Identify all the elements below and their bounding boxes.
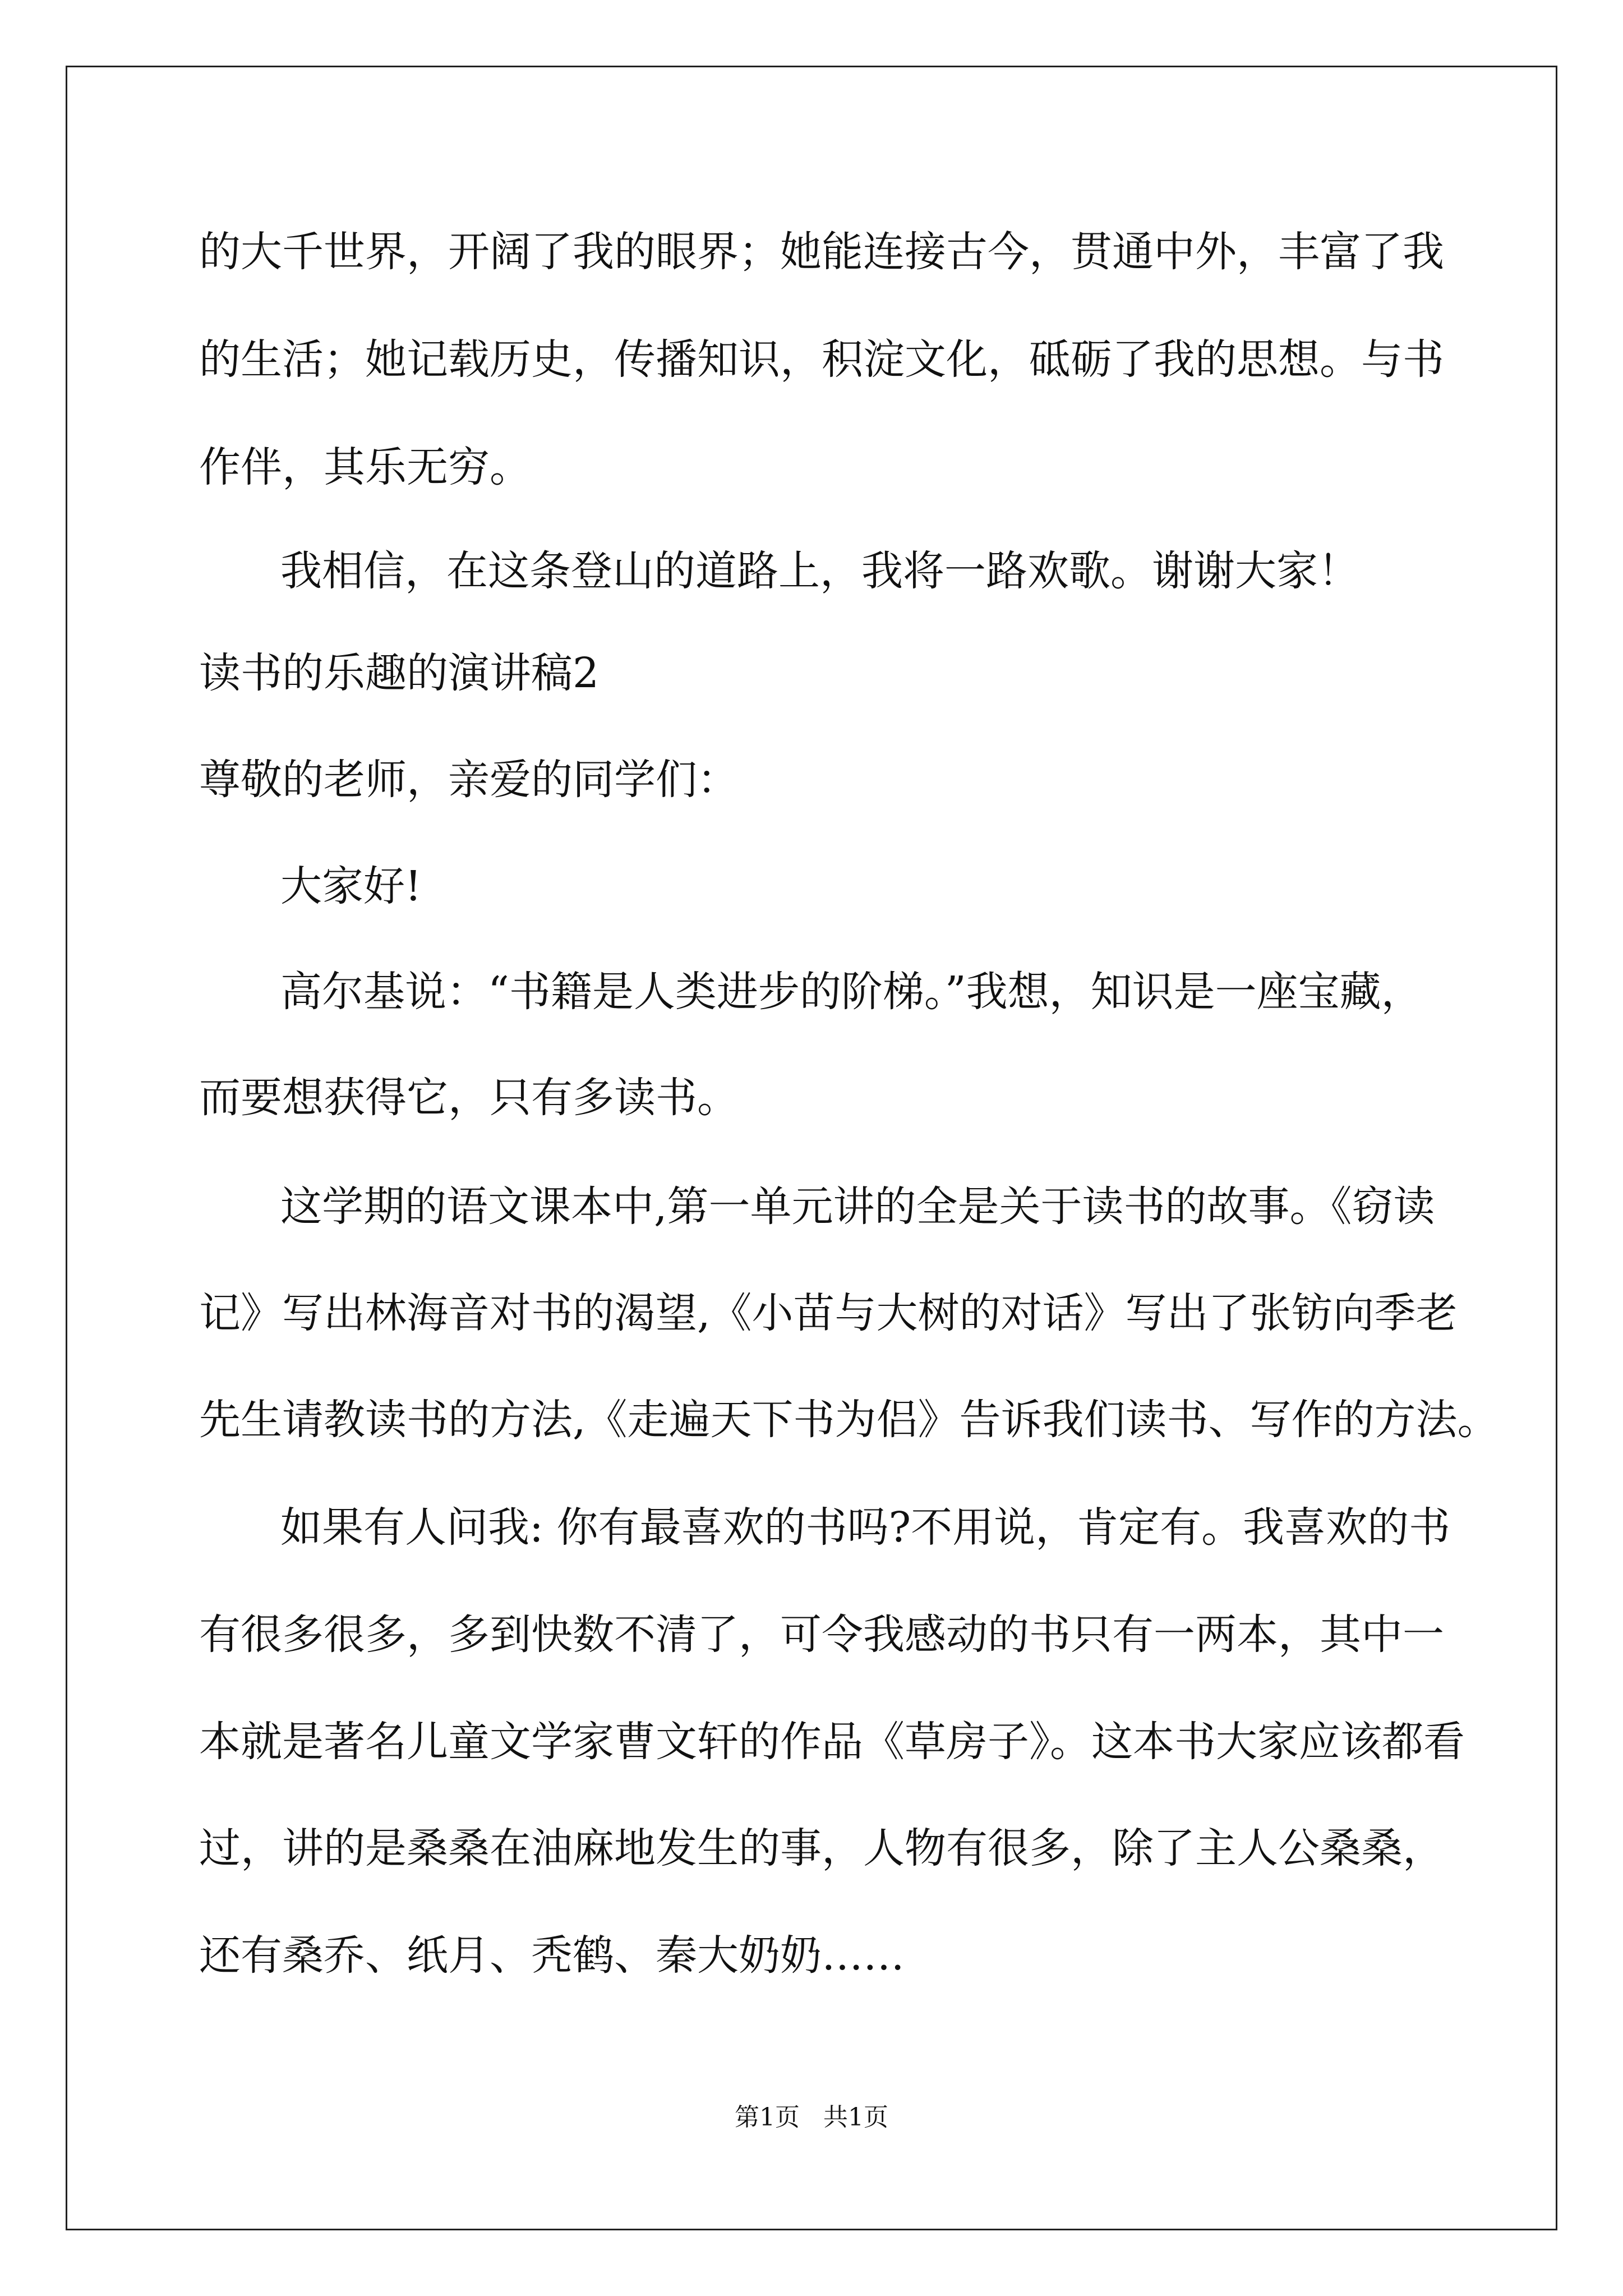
page-footer: 第1页 共1页: [735, 2103, 888, 2132]
paragraph-line: 我相信，在这条登山的道路上，我将一路欢歌。谢谢大家！: [280, 547, 1359, 595]
salutation: 尊敬的老师，亲爱的同学们：: [199, 756, 739, 804]
paragraph-line: 过，讲的是桑桑在油麻地发生的事，人物有很多，除了主人公桑桑，: [199, 1824, 1444, 1872]
paragraph-line: 高尔基说：“书籍是人类进步的阶梯。”我想，知识是一座宝藏，: [280, 968, 1423, 1016]
paragraph-line: 的生活；她记载历史，传播知识，积淀文化，砥砺了我的思想。与书: [199, 335, 1444, 384]
paragraph-line: 本就是著名儿童文学家曹文轩的作品《草房子》。这本书大家应该都看: [199, 1718, 1465, 1766]
page-border: [66, 66, 1557, 2230]
paragraph-line: 而要想获得它，只有多读书。: [199, 1074, 739, 1122]
paragraph-line: 记》写出林海音对书的渴望,《小苗与大树的对话》写出了张钫向季老: [199, 1289, 1458, 1337]
paragraph-line: 这学期的语文课本中,第一单元讲的全是关于读书的故事。《窃读: [280, 1182, 1435, 1231]
paragraph-line: 先生请教读书的方法,《走遍天下书为侣》告诉我们读书、写作的方法。: [199, 1396, 1499, 1444]
paragraph-line: 有很多很多，多到快数不清了，可令我感动的书只有一两本，其中一: [199, 1611, 1444, 1659]
section-heading: 读书的乐趣的演讲稿2: [199, 649, 600, 697]
paragraph-line: 作伴，其乐无穷。: [199, 443, 531, 491]
paragraph-line: 如果有人问我: 你有最喜欢的书吗?不用说，肯定有。我喜欢的书: [280, 1503, 1451, 1552]
greeting: 大家好!: [280, 862, 422, 910]
paragraph-line: 还有桑乔、纸月、秃鹤、秦大奶奶……: [199, 1931, 905, 1980]
paragraph-line: 的大千世界，开阔了我的眼界；她能连接古今，贯通中外，丰富了我: [199, 228, 1444, 276]
